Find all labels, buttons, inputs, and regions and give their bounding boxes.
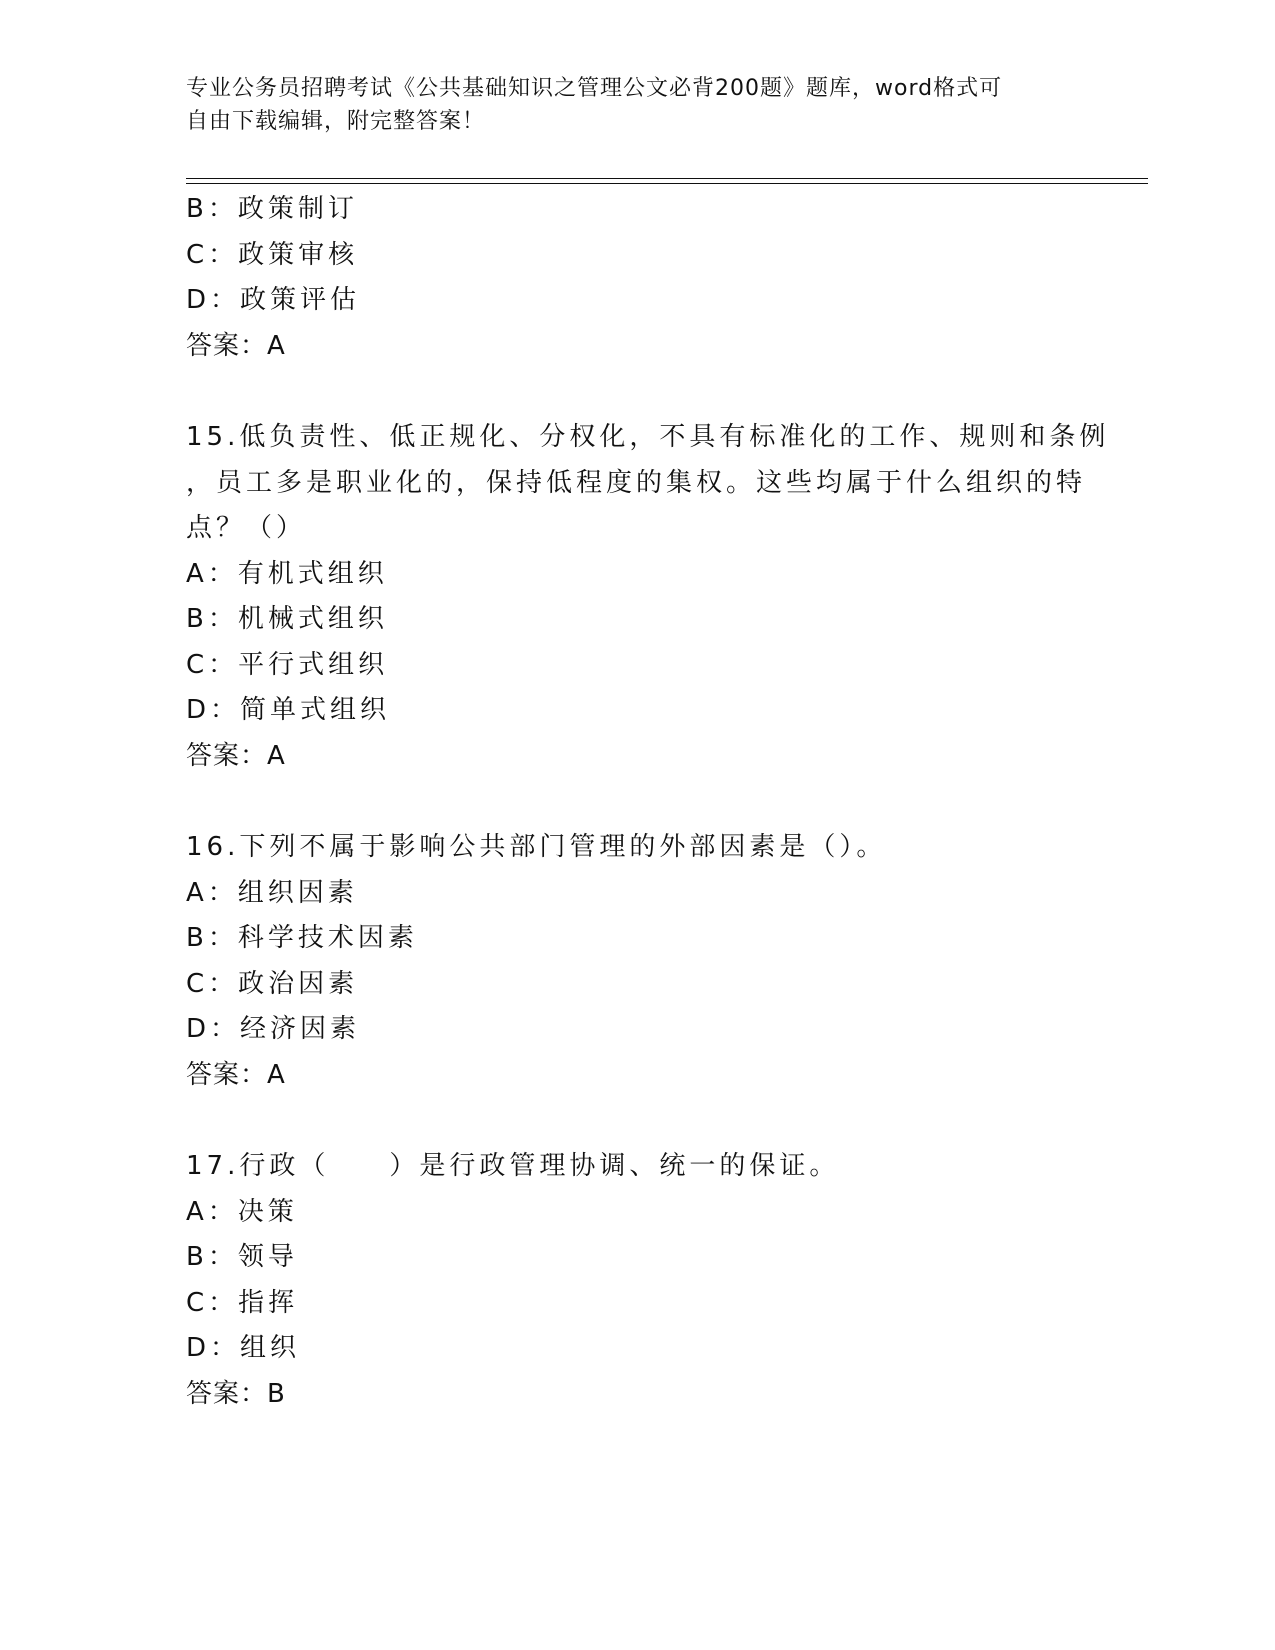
spacer <box>186 1098 1086 1144</box>
question-content <box>186 187 1110 1417</box>
question-stem-line: 16.下列不属于影响公共部门管理的外部因素是（）。 <box>186 832 887 862</box>
spacer <box>186 779 1086 825</box>
question-stem-line: 点？（） <box>186 513 307 543</box>
option-b: B：机械式组织 <box>186 604 388 634</box>
header-line-2: 自由下载编辑，附完整答案！ <box>186 109 486 134</box>
option-c: C：指挥 <box>186 1287 299 1318</box>
question-16 <box>186 825 1086 1098</box>
header-divider-bottom <box>186 183 1148 184</box>
question-17 <box>186 1144 1086 1417</box>
option-a: A：有机式组织 <box>186 558 388 589</box>
answer-line: 答案：A <box>186 740 286 771</box>
option-b: B：科学技术因素 <box>186 923 418 953</box>
question-stem-line: 17.行政（ ）是行政管理协调、统一的保证。 <box>186 1151 840 1181</box>
option-a: A：决策 <box>186 1196 298 1227</box>
spacer <box>186 369 1086 415</box>
option-c: C：平行式组织 <box>186 649 389 680</box>
header-divider-top <box>186 178 1148 179</box>
option-c: C：政治因素 <box>186 968 359 999</box>
header-line-1: 专业公务员招聘考试《公共基础知识之管理公文必背200题》题库，word格式可 <box>186 76 1003 101</box>
question-15 <box>186 415 1110 779</box>
answer-line: 答案：B <box>186 1378 286 1409</box>
option-d: D：政策评估 <box>186 285 361 315</box>
question-fragment <box>186 187 1086 369</box>
option-c: C：政策审核 <box>186 239 359 270</box>
option-b: B：领导 <box>186 1242 298 1272</box>
question-stem-line: ，员工多是职业化的，保持低程度的集权。这些均属于什么组织的特 <box>186 467 1087 498</box>
option-d: D：经济因素 <box>186 1014 361 1044</box>
option-a: A：组织因素 <box>186 877 358 908</box>
option-b: B：政策制订 <box>186 194 358 224</box>
question-stem-line: 15.低负责性、低正规化、分权化，不具有标准化的工作、规则和条例 <box>186 422 1110 452</box>
option-d: D：组织 <box>186 1333 301 1363</box>
option-d: D：简单式组织 <box>186 695 391 725</box>
page-header <box>186 72 1086 138</box>
answer-line: 答案：A <box>186 330 286 361</box>
answer-line: 答案：A <box>186 1059 286 1090</box>
